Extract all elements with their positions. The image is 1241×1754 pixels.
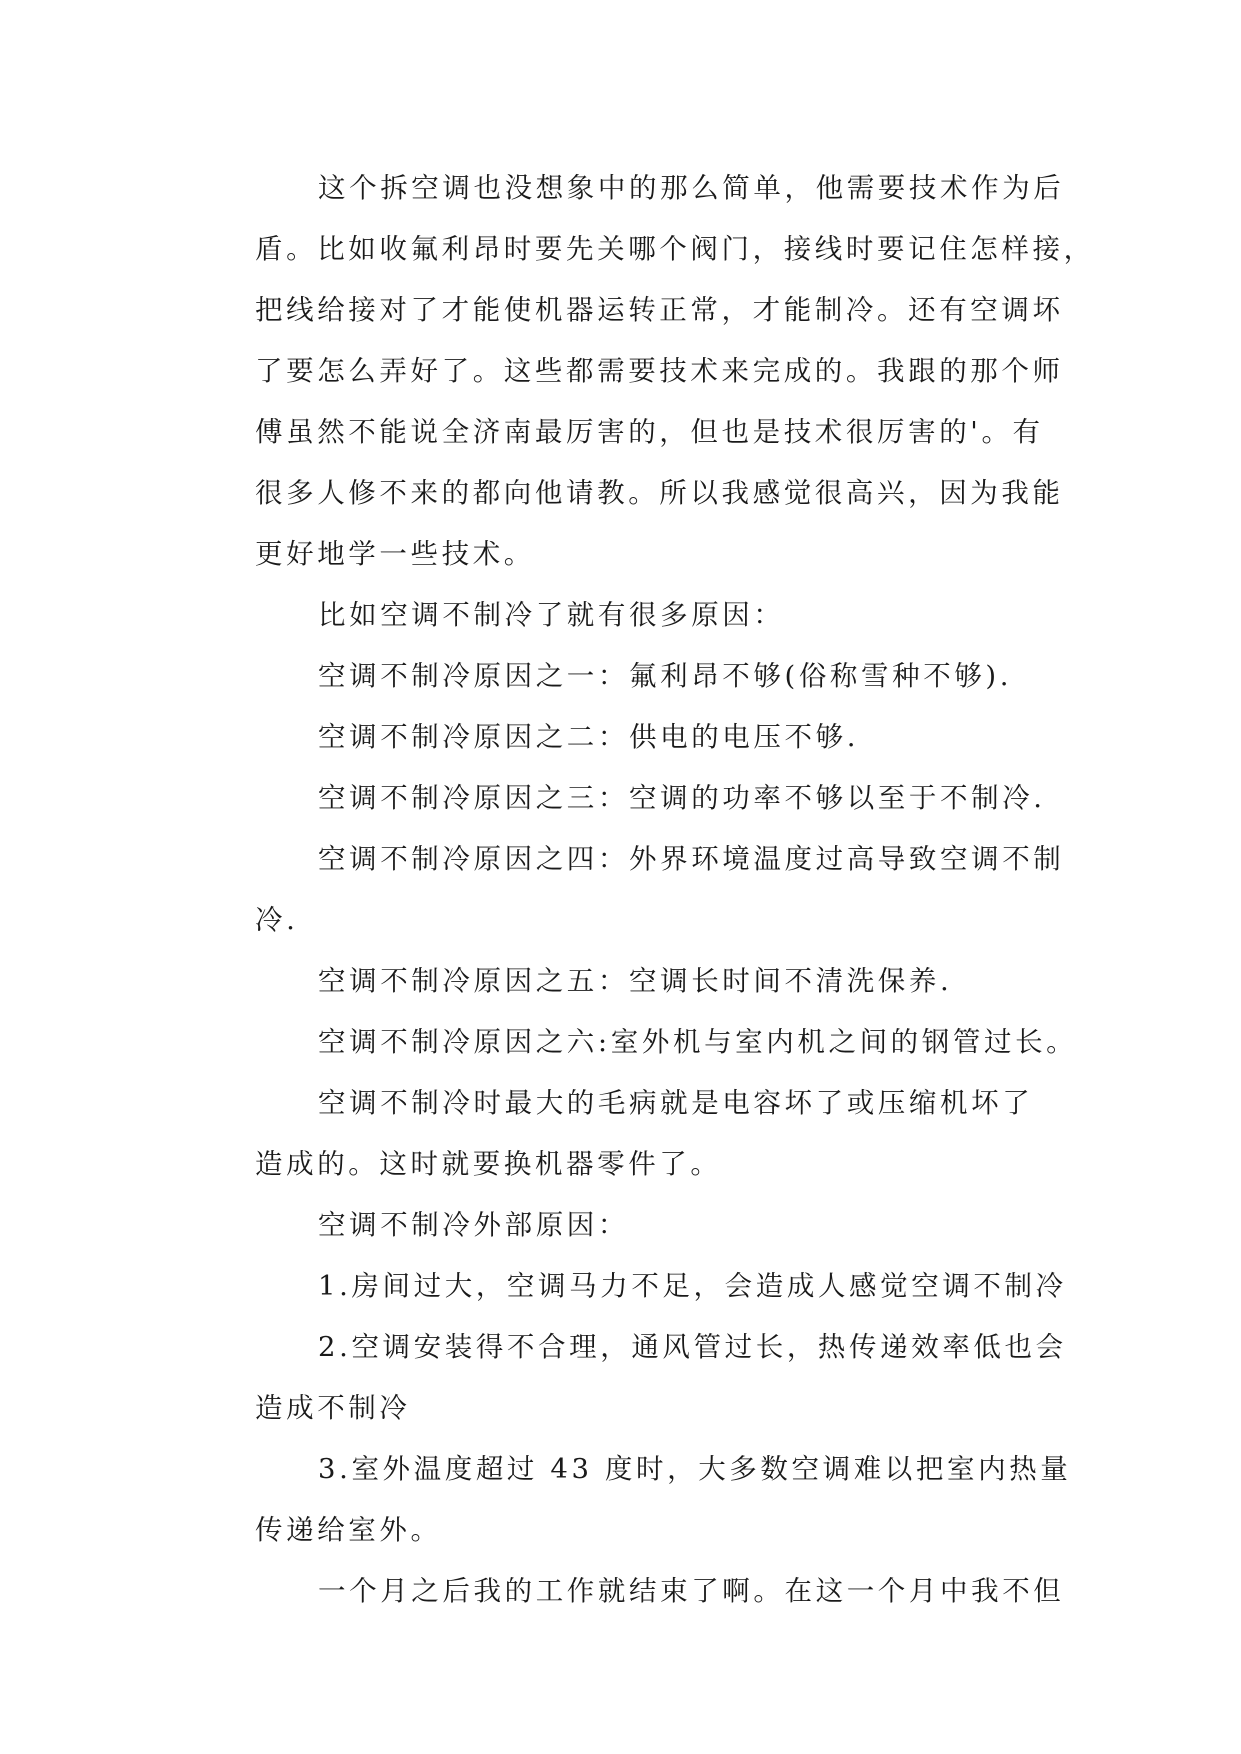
text-line: 传递给室外。: [255, 1514, 442, 1546]
text-line: 空调不制冷时最大的毛病就是电容坏了或压缩机坏了: [318, 1087, 1034, 1119]
text-line: 冷.: [255, 904, 299, 936]
text-line: 2.空调安装得不合理，通风管过长，热传递效率低也会: [318, 1331, 1067, 1363]
text-line: 空调不制冷原因之六:室外机与室内机之间的钢管过长。: [318, 1026, 1078, 1058]
paragraph-cause-2: [192, 707, 1052, 768]
paragraph-cause-6: [192, 1012, 1078, 1073]
list-item-1: [192, 1256, 1067, 1317]
text-line: 更好地学一些技术。: [255, 538, 535, 570]
paragraph-cause-1: [192, 646, 1052, 707]
text-line: 空调不制冷原因之一：氟利昂不够(俗称雪种不够).: [318, 660, 1013, 692]
text-line: 3.室外温度超过 43 度时，大多数空调难以把室内热量: [318, 1453, 1072, 1485]
text-line: 把线给接对了才能使机器运转正常，才能制冷。还有空调坏: [255, 294, 1064, 326]
text-line: 空调不制冷原因之四：外界环境温度过高导致空调不制: [318, 843, 1065, 875]
text-line: 造成的。这时就要换机器零件了。: [255, 1148, 722, 1180]
text-line: 空调不制冷原因之二：供电的电压不够.: [318, 721, 860, 753]
text-line: 空调不制冷外部原因：: [318, 1209, 629, 1241]
document-page: [192, 158, 1095, 1622]
paragraph-causes-intro: [192, 585, 1052, 646]
paragraph-conclusion: [192, 1561, 1065, 1622]
text-line: 空调不制冷原因之五：空调长时间不清洗保养.: [318, 965, 953, 997]
text-line: 这个拆空调也没想象中的那么简单，他需要技术作为后: [318, 172, 1065, 204]
list-item-3: [192, 1439, 1072, 1561]
text-line: 了要怎么弄好了。这些都需要技术来完成的。我跟的那个师: [255, 355, 1064, 387]
paragraph-cause-5: [192, 951, 1052, 1012]
paragraph-external-causes: [192, 1195, 1052, 1256]
text-line: 盾。比如收氟利昂时要先关哪个阀门，接线时要记住怎样接，: [255, 233, 1095, 265]
text-line: 1.房间过大，空调马力不足，会造成人感觉空调不制冷: [318, 1270, 1067, 1302]
paragraph-cause-4: [192, 829, 1065, 951]
text-line: 造成不制冷: [255, 1392, 411, 1424]
text-line: 傅虽然不能说全济南最厉害的，但也是技术很厉害的'。有: [255, 416, 1044, 448]
paragraph-cause-3: [192, 768, 1052, 829]
text-line: 空调不制冷原因之三：空调的功率不够以至于不制冷.: [318, 782, 1046, 814]
text-line: 很多人修不来的都向他请教。所以我感觉很高兴，因为我能: [255, 477, 1064, 509]
text-line: 一个月之后我的工作就结束了啊。在这一个月中我不但: [318, 1575, 1065, 1607]
paragraph-dismantling: [192, 158, 1095, 585]
paragraph-main-fault: [192, 1073, 1052, 1195]
list-item-2: [192, 1317, 1067, 1439]
text-line: 比如空调不制冷了就有很多原因：: [318, 599, 785, 631]
